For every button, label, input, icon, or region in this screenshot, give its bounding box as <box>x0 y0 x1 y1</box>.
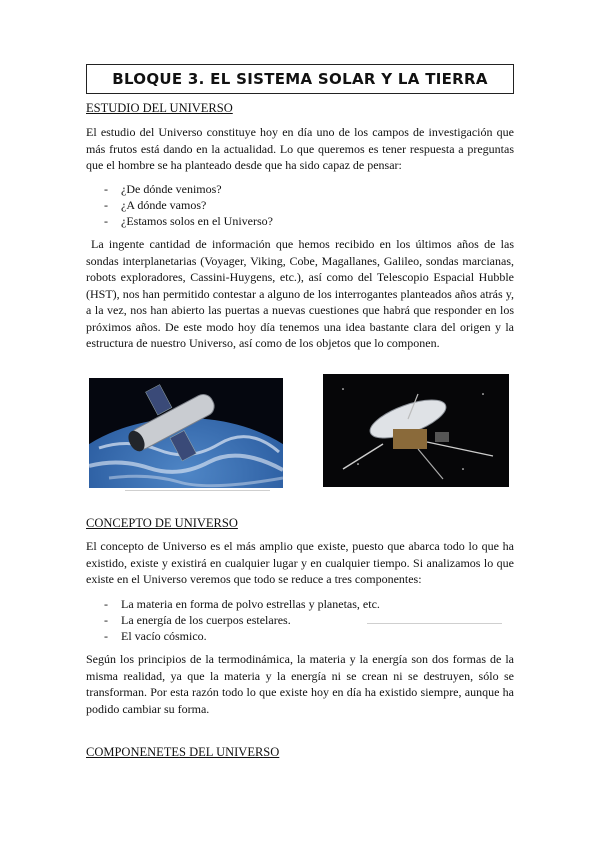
paragraph-concepto-body: Según los principios de la termodinámica, la materia y la energía son dos formas de la misma realidad, ya que la materia y la energía ni se crean ni se destruyen, sólo se transforman. Por esta razón todo lo que existe hoy en día ha existido siempre, aunque ha podido cambiar su forma. <box>86 652 514 716</box>
title-box <box>86 64 514 94</box>
list-item: - ¿De dónde venimos? <box>104 181 273 197</box>
section-heading-componentes: COMPONENETES DEL UNIVERSO <box>86 745 280 759</box>
paragraph-estudio-body: La ingente cantidad de información que hemos recibido en los últimos años de las sondas interplanetarias (Voyager, Viking, Cobe, Magallanes, Galileo, sondas marcianas, robots exploradores, Cassini-Huygens, etc.), así como del Telescopio Espacial Hubble (HST), nos han permitido contestar a alguno de los interrogantes planteados años atrás y, a la vez, nos han abierto las puertas a nuevas cuestiones que habrá que responder en los próximos años. De este modo hoy día tenemos una idea bastante clara del origen y la estructura de nuestro Universo, así como de los objetos que lo componen. <box>86 237 514 350</box>
list-item: - ¿Estamos solos en el Universo? <box>104 213 273 229</box>
paragraph-concepto-intro: El concepto de Universo es el más amplio que existe, puesto que abarca todo lo que ha existido, existe y existirá en cualquier lugar y en cualquier tiempo. Si analizamos lo que existe en el Universo veremos que todo se reduce a tres componentes: <box>86 539 514 586</box>
page-title: BLOQUE 3. EL SISTEMA SOLAR Y LA TIERRA <box>112 70 488 88</box>
decorative-rule <box>367 623 502 624</box>
components-list <box>104 596 380 644</box>
questions-list <box>104 181 273 229</box>
image-caption-rule <box>125 490 270 491</box>
list-item: - El vacío cósmico. <box>104 628 380 644</box>
hubble-telescope-image <box>89 378 283 488</box>
list-item: - La materia en forma de polvo estrellas y planetas, etc. <box>104 596 380 612</box>
paragraph-estudio-intro: El estudio del Universo constituye hoy en día uno de los campos de investigación que más frutos está dando en la actualidad. Lo que queremos es tener respuesta a preguntas que el hombre se ha planteado desde que ha sido capaz de pensar: <box>86 125 514 172</box>
section-heading-estudio: ESTUDIO DEL UNIVERSO <box>86 101 233 115</box>
section-heading-concepto: CONCEPTO DE UNIVERSO <box>86 516 238 530</box>
voyager-probe-image <box>323 374 509 487</box>
list-item: - ¿A dónde vamos? <box>104 197 273 213</box>
list-item: - La energía de los cuerpos estelares. <box>104 612 380 628</box>
